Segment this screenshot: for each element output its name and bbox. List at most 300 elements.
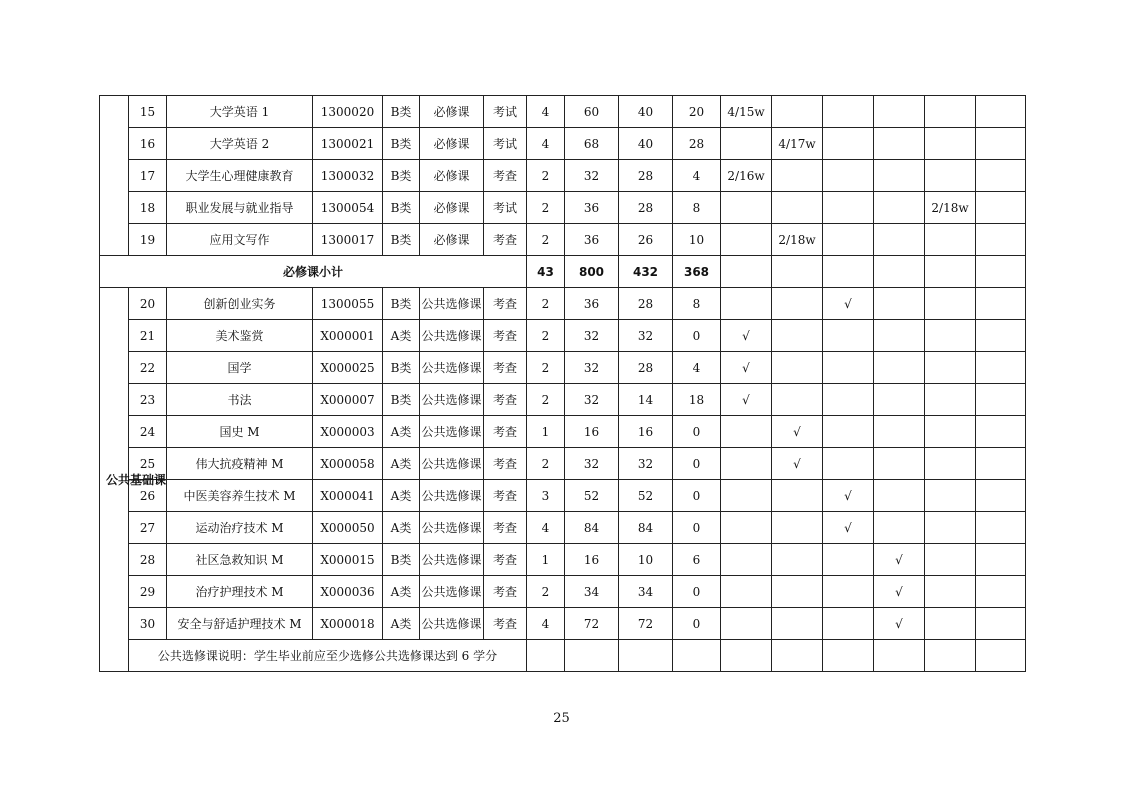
total-hours: 68 bbox=[565, 128, 619, 160]
total-hours: 32 bbox=[565, 448, 619, 480]
credit: 3 bbox=[527, 480, 565, 512]
semester-2: √ bbox=[772, 416, 823, 448]
empty-cell bbox=[823, 256, 874, 288]
semester-1 bbox=[721, 512, 772, 544]
empty-cell bbox=[874, 256, 925, 288]
row-number: 21 bbox=[129, 320, 167, 352]
theory-hours: 52 bbox=[619, 480, 673, 512]
theory-hours: 10 bbox=[619, 544, 673, 576]
semester-1 bbox=[721, 480, 772, 512]
course-type: A类 bbox=[383, 448, 420, 480]
row-number: 23 bbox=[129, 384, 167, 416]
semester-3 bbox=[823, 576, 874, 608]
semester-3 bbox=[823, 320, 874, 352]
semester-6 bbox=[976, 544, 1026, 576]
credit: 4 bbox=[527, 608, 565, 640]
total-hours: 32 bbox=[565, 320, 619, 352]
semester-6 bbox=[976, 96, 1026, 128]
course-code: X000015 bbox=[313, 544, 383, 576]
semester-6 bbox=[976, 160, 1026, 192]
practice-hours: 4 bbox=[673, 160, 721, 192]
semester-5 bbox=[925, 384, 976, 416]
semester-2 bbox=[772, 576, 823, 608]
course-code: 1300054 bbox=[313, 192, 383, 224]
semester-4 bbox=[874, 448, 925, 480]
subtotal-total-hours: 800 bbox=[565, 256, 619, 288]
course-row bbox=[100, 416, 1026, 448]
exam-method: 考试 bbox=[484, 192, 527, 224]
course-type: B类 bbox=[383, 352, 420, 384]
semester-3 bbox=[823, 608, 874, 640]
theory-hours: 32 bbox=[619, 320, 673, 352]
total-hours: 36 bbox=[565, 192, 619, 224]
practice-hours: 0 bbox=[673, 320, 721, 352]
credit: 1 bbox=[527, 544, 565, 576]
semester-4: √ bbox=[874, 544, 925, 576]
course-name: 美术鉴赏 bbox=[167, 320, 313, 352]
course-name: 创新创业实务 bbox=[167, 288, 313, 320]
course-type: B类 bbox=[383, 160, 420, 192]
course-nature: 公共选修课 bbox=[420, 320, 484, 352]
course-code: X000041 bbox=[313, 480, 383, 512]
note-row bbox=[100, 640, 1026, 672]
semester-3 bbox=[823, 384, 874, 416]
semester-1: √ bbox=[721, 384, 772, 416]
credit: 2 bbox=[527, 576, 565, 608]
semester-2 bbox=[772, 160, 823, 192]
course-name: 应用文写作 bbox=[167, 224, 313, 256]
practice-hours: 4 bbox=[673, 352, 721, 384]
semester-5 bbox=[925, 576, 976, 608]
course-nature: 公共选修课 bbox=[420, 416, 484, 448]
course-code: X000003 bbox=[313, 416, 383, 448]
course-code: 1300017 bbox=[313, 224, 383, 256]
theory-hours: 32 bbox=[619, 448, 673, 480]
semester-1 bbox=[721, 544, 772, 576]
course-row bbox=[100, 288, 1026, 320]
semester-4 bbox=[874, 160, 925, 192]
theory-hours: 28 bbox=[619, 288, 673, 320]
course-type: B类 bbox=[383, 288, 420, 320]
semester-2 bbox=[772, 384, 823, 416]
empty-cell bbox=[976, 256, 1026, 288]
row-number: 27 bbox=[129, 512, 167, 544]
total-hours: 72 bbox=[565, 608, 619, 640]
empty-cell bbox=[823, 640, 874, 672]
semester-6 bbox=[976, 224, 1026, 256]
credit: 2 bbox=[527, 352, 565, 384]
semester-3 bbox=[823, 160, 874, 192]
credit: 4 bbox=[527, 512, 565, 544]
exam-method: 考查 bbox=[484, 448, 527, 480]
credit: 2 bbox=[527, 288, 565, 320]
theory-hours: 34 bbox=[619, 576, 673, 608]
row-number: 28 bbox=[129, 544, 167, 576]
course-code: X000001 bbox=[313, 320, 383, 352]
semester-4 bbox=[874, 96, 925, 128]
semester-1 bbox=[721, 576, 772, 608]
course-name: 大学英语 1 bbox=[167, 96, 313, 128]
row-number: 15 bbox=[129, 96, 167, 128]
exam-method: 考查 bbox=[484, 608, 527, 640]
course-row bbox=[100, 224, 1026, 256]
total-hours: 36 bbox=[565, 224, 619, 256]
semester-5 bbox=[925, 608, 976, 640]
practice-hours: 6 bbox=[673, 544, 721, 576]
row-number: 24 bbox=[129, 416, 167, 448]
course-code: 1300021 bbox=[313, 128, 383, 160]
page-number: 25 bbox=[553, 711, 570, 726]
semester-3 bbox=[823, 352, 874, 384]
total-hours: 16 bbox=[565, 544, 619, 576]
semester-4 bbox=[874, 224, 925, 256]
course-name: 运动治疗技术 M bbox=[167, 512, 313, 544]
semester-4 bbox=[874, 320, 925, 352]
semester-5 bbox=[925, 352, 976, 384]
semester-6 bbox=[976, 288, 1026, 320]
practice-hours: 0 bbox=[673, 416, 721, 448]
row-number: 19 bbox=[129, 224, 167, 256]
total-hours: 60 bbox=[565, 96, 619, 128]
semester-3 bbox=[823, 448, 874, 480]
semester-6 bbox=[976, 416, 1026, 448]
course-name: 国史 M bbox=[167, 416, 313, 448]
exam-method: 考查 bbox=[484, 160, 527, 192]
row-number: 30 bbox=[129, 608, 167, 640]
course-type: A类 bbox=[383, 576, 420, 608]
semester-5 bbox=[925, 416, 976, 448]
course-type: A类 bbox=[383, 512, 420, 544]
course-row bbox=[100, 448, 1026, 480]
course-name: 社区急救知识 M bbox=[167, 544, 313, 576]
semester-3 bbox=[823, 544, 874, 576]
semester-4: √ bbox=[874, 576, 925, 608]
row-number: 17 bbox=[129, 160, 167, 192]
semester-6 bbox=[976, 448, 1026, 480]
semester-3: √ bbox=[823, 480, 874, 512]
semester-3 bbox=[823, 96, 874, 128]
course-nature: 公共选修课 bbox=[420, 384, 484, 416]
total-hours: 32 bbox=[565, 352, 619, 384]
subtotal-credit: 43 bbox=[527, 256, 565, 288]
semester-3: √ bbox=[823, 288, 874, 320]
practice-hours: 28 bbox=[673, 128, 721, 160]
course-nature: 公共选修课 bbox=[420, 448, 484, 480]
theory-hours: 72 bbox=[619, 608, 673, 640]
theory-hours: 26 bbox=[619, 224, 673, 256]
semester-4: √ bbox=[874, 608, 925, 640]
row-number: 22 bbox=[129, 352, 167, 384]
subtotal-row bbox=[100, 256, 1026, 288]
semester-6 bbox=[976, 512, 1026, 544]
exam-method: 考查 bbox=[484, 512, 527, 544]
total-hours: 36 bbox=[565, 288, 619, 320]
exam-method: 考查 bbox=[484, 288, 527, 320]
semester-4 bbox=[874, 352, 925, 384]
empty-cell bbox=[976, 640, 1026, 672]
course-row bbox=[100, 608, 1026, 640]
course-name: 大学生心理健康教育 bbox=[167, 160, 313, 192]
exam-method: 考查 bbox=[484, 224, 527, 256]
semester-5 bbox=[925, 128, 976, 160]
practice-hours: 18 bbox=[673, 384, 721, 416]
theory-hours: 28 bbox=[619, 192, 673, 224]
course-row bbox=[100, 160, 1026, 192]
course-row bbox=[100, 576, 1026, 608]
course-nature: 必修课 bbox=[420, 128, 484, 160]
course-row bbox=[100, 128, 1026, 160]
semester-1 bbox=[721, 608, 772, 640]
semester-4 bbox=[874, 288, 925, 320]
semester-1 bbox=[721, 448, 772, 480]
semester-4 bbox=[874, 128, 925, 160]
empty-cell bbox=[874, 640, 925, 672]
semester-6 bbox=[976, 576, 1026, 608]
semester-3 bbox=[823, 128, 874, 160]
course-nature: 必修课 bbox=[420, 224, 484, 256]
course-type: A类 bbox=[383, 416, 420, 448]
semester-2 bbox=[772, 544, 823, 576]
course-row bbox=[100, 352, 1026, 384]
semester-4 bbox=[874, 192, 925, 224]
semester-5 bbox=[925, 544, 976, 576]
row-number: 16 bbox=[129, 128, 167, 160]
total-hours: 16 bbox=[565, 416, 619, 448]
course-nature: 公共选修课 bbox=[420, 544, 484, 576]
practice-hours: 0 bbox=[673, 576, 721, 608]
practice-hours: 0 bbox=[673, 512, 721, 544]
semester-2 bbox=[772, 608, 823, 640]
course-nature: 公共选修课 bbox=[420, 512, 484, 544]
semester-1 bbox=[721, 416, 772, 448]
semester-5 bbox=[925, 288, 976, 320]
row-number: 18 bbox=[129, 192, 167, 224]
course-code: X000036 bbox=[313, 576, 383, 608]
semester-4 bbox=[874, 416, 925, 448]
total-hours: 32 bbox=[565, 160, 619, 192]
course-code: X000007 bbox=[313, 384, 383, 416]
semester-3: √ bbox=[823, 512, 874, 544]
semester-5 bbox=[925, 512, 976, 544]
course-name: 治疗护理技术 M bbox=[167, 576, 313, 608]
course-code: 1300055 bbox=[313, 288, 383, 320]
course-name: 职业发展与就业指导 bbox=[167, 192, 313, 224]
credit: 2 bbox=[527, 192, 565, 224]
semester-6 bbox=[976, 480, 1026, 512]
empty-cell bbox=[925, 256, 976, 288]
semester-6 bbox=[976, 320, 1026, 352]
row-number: 20 bbox=[129, 288, 167, 320]
empty-cell bbox=[619, 640, 673, 672]
course-code: X000025 bbox=[313, 352, 383, 384]
semester-2 bbox=[772, 352, 823, 384]
row-number: 29 bbox=[129, 576, 167, 608]
course-type: B类 bbox=[383, 96, 420, 128]
semester-2: √ bbox=[772, 448, 823, 480]
semester-3 bbox=[823, 224, 874, 256]
course-code: X000018 bbox=[313, 608, 383, 640]
course-row bbox=[100, 96, 1026, 128]
semester-2: 4/17w bbox=[772, 128, 823, 160]
practice-hours: 8 bbox=[673, 192, 721, 224]
empty-cell bbox=[925, 640, 976, 672]
semester-5 bbox=[925, 480, 976, 512]
semester-1: √ bbox=[721, 352, 772, 384]
practice-hours: 0 bbox=[673, 448, 721, 480]
theory-hours: 40 bbox=[619, 96, 673, 128]
course-code: X000058 bbox=[313, 448, 383, 480]
course-type: A类 bbox=[383, 480, 420, 512]
credit: 2 bbox=[527, 224, 565, 256]
course-code: 1300020 bbox=[313, 96, 383, 128]
category-text: 公共基础课 bbox=[106, 472, 167, 487]
course-type: B类 bbox=[383, 224, 420, 256]
semester-4 bbox=[874, 480, 925, 512]
theory-hours: 28 bbox=[619, 160, 673, 192]
semester-1 bbox=[721, 128, 772, 160]
course-type: A类 bbox=[383, 320, 420, 352]
semester-2 bbox=[772, 480, 823, 512]
course-row bbox=[100, 544, 1026, 576]
theory-hours: 14 bbox=[619, 384, 673, 416]
course-nature: 公共选修课 bbox=[420, 576, 484, 608]
course-name: 安全与舒适护理技术 M bbox=[167, 608, 313, 640]
subtotal-practice-hours: 368 bbox=[673, 256, 721, 288]
credit: 2 bbox=[527, 160, 565, 192]
exam-method: 考查 bbox=[484, 480, 527, 512]
course-type: B类 bbox=[383, 128, 420, 160]
course-type: A类 bbox=[383, 608, 420, 640]
semester-6 bbox=[976, 128, 1026, 160]
practice-hours: 8 bbox=[673, 288, 721, 320]
semester-2 bbox=[772, 320, 823, 352]
semester-2 bbox=[772, 96, 823, 128]
credit: 2 bbox=[527, 448, 565, 480]
elective-note: 公共选修课说明：学生毕业前应至少选修公共选修课达到 6 学分 bbox=[129, 640, 527, 672]
course-nature: 公共选修课 bbox=[420, 608, 484, 640]
row-number: 26 bbox=[129, 480, 167, 512]
exam-method: 考查 bbox=[484, 544, 527, 576]
course-nature: 必修课 bbox=[420, 96, 484, 128]
course-row bbox=[100, 480, 1026, 512]
semester-1: √ bbox=[721, 320, 772, 352]
semester-2 bbox=[772, 512, 823, 544]
course-nature: 必修课 bbox=[420, 192, 484, 224]
course-name: 伟大抗疫精神 M bbox=[167, 448, 313, 480]
semester-5 bbox=[925, 320, 976, 352]
course-name: 国学 bbox=[167, 352, 313, 384]
course-row bbox=[100, 384, 1026, 416]
course-row bbox=[100, 320, 1026, 352]
course-name: 书法 bbox=[167, 384, 313, 416]
course-type: B类 bbox=[383, 384, 420, 416]
empty-cell bbox=[772, 256, 823, 288]
course-code: 1300032 bbox=[313, 160, 383, 192]
semester-2 bbox=[772, 288, 823, 320]
practice-hours: 0 bbox=[673, 608, 721, 640]
empty-cell bbox=[721, 640, 772, 672]
empty-cell bbox=[721, 256, 772, 288]
semester-1 bbox=[721, 224, 772, 256]
semester-5 bbox=[925, 160, 976, 192]
total-hours: 34 bbox=[565, 576, 619, 608]
semester-4 bbox=[874, 512, 925, 544]
course-code: X000050 bbox=[313, 512, 383, 544]
semester-4 bbox=[874, 384, 925, 416]
total-hours: 84 bbox=[565, 512, 619, 544]
theory-hours: 28 bbox=[619, 352, 673, 384]
theory-hours: 16 bbox=[619, 416, 673, 448]
semester-2: 2/18w bbox=[772, 224, 823, 256]
course-row bbox=[100, 192, 1026, 224]
category-cell-empty bbox=[100, 96, 129, 256]
theory-hours: 84 bbox=[619, 512, 673, 544]
exam-method: 考试 bbox=[484, 96, 527, 128]
semester-5: 2/18w bbox=[925, 192, 976, 224]
exam-method: 考查 bbox=[484, 416, 527, 448]
semester-3 bbox=[823, 416, 874, 448]
exam-method: 考查 bbox=[484, 384, 527, 416]
empty-cell bbox=[527, 640, 565, 672]
semester-6 bbox=[976, 192, 1026, 224]
course-name: 大学英语 2 bbox=[167, 128, 313, 160]
exam-method: 考查 bbox=[484, 320, 527, 352]
subtotal-label: 必修课小计 bbox=[100, 256, 527, 288]
course-row bbox=[100, 512, 1026, 544]
course-name: 中医美容养生技术 M bbox=[167, 480, 313, 512]
credit: 2 bbox=[527, 384, 565, 416]
semester-1: 4/15w bbox=[721, 96, 772, 128]
semester-1: 2/16w bbox=[721, 160, 772, 192]
semester-2 bbox=[772, 192, 823, 224]
semester-1 bbox=[721, 288, 772, 320]
empty-cell bbox=[772, 640, 823, 672]
semester-5 bbox=[925, 224, 976, 256]
practice-hours: 0 bbox=[673, 480, 721, 512]
course-type: B类 bbox=[383, 544, 420, 576]
semester-5 bbox=[925, 96, 976, 128]
credit: 4 bbox=[527, 96, 565, 128]
empty-cell bbox=[673, 640, 721, 672]
empty-cell bbox=[565, 640, 619, 672]
practice-hours: 10 bbox=[673, 224, 721, 256]
course-nature: 必修课 bbox=[420, 160, 484, 192]
total-hours: 52 bbox=[565, 480, 619, 512]
semester-1 bbox=[721, 192, 772, 224]
semester-5 bbox=[925, 448, 976, 480]
credit: 4 bbox=[527, 128, 565, 160]
course-nature: 公共选修课 bbox=[420, 480, 484, 512]
subtotal-theory-hours: 432 bbox=[619, 256, 673, 288]
curriculum-table bbox=[99, 95, 1026, 672]
exam-method: 考查 bbox=[484, 352, 527, 384]
semester-3 bbox=[823, 192, 874, 224]
credit: 2 bbox=[527, 320, 565, 352]
practice-hours: 20 bbox=[673, 96, 721, 128]
semester-6 bbox=[976, 352, 1026, 384]
course-nature: 公共选修课 bbox=[420, 352, 484, 384]
exam-method: 考试 bbox=[484, 128, 527, 160]
exam-method: 考查 bbox=[484, 576, 527, 608]
course-type: B类 bbox=[383, 192, 420, 224]
total-hours: 32 bbox=[565, 384, 619, 416]
course-nature: 公共选修课 bbox=[420, 288, 484, 320]
semester-6 bbox=[976, 384, 1026, 416]
credit: 1 bbox=[527, 416, 565, 448]
row-number: 25 bbox=[129, 448, 167, 480]
theory-hours: 40 bbox=[619, 128, 673, 160]
semester-6 bbox=[976, 608, 1026, 640]
